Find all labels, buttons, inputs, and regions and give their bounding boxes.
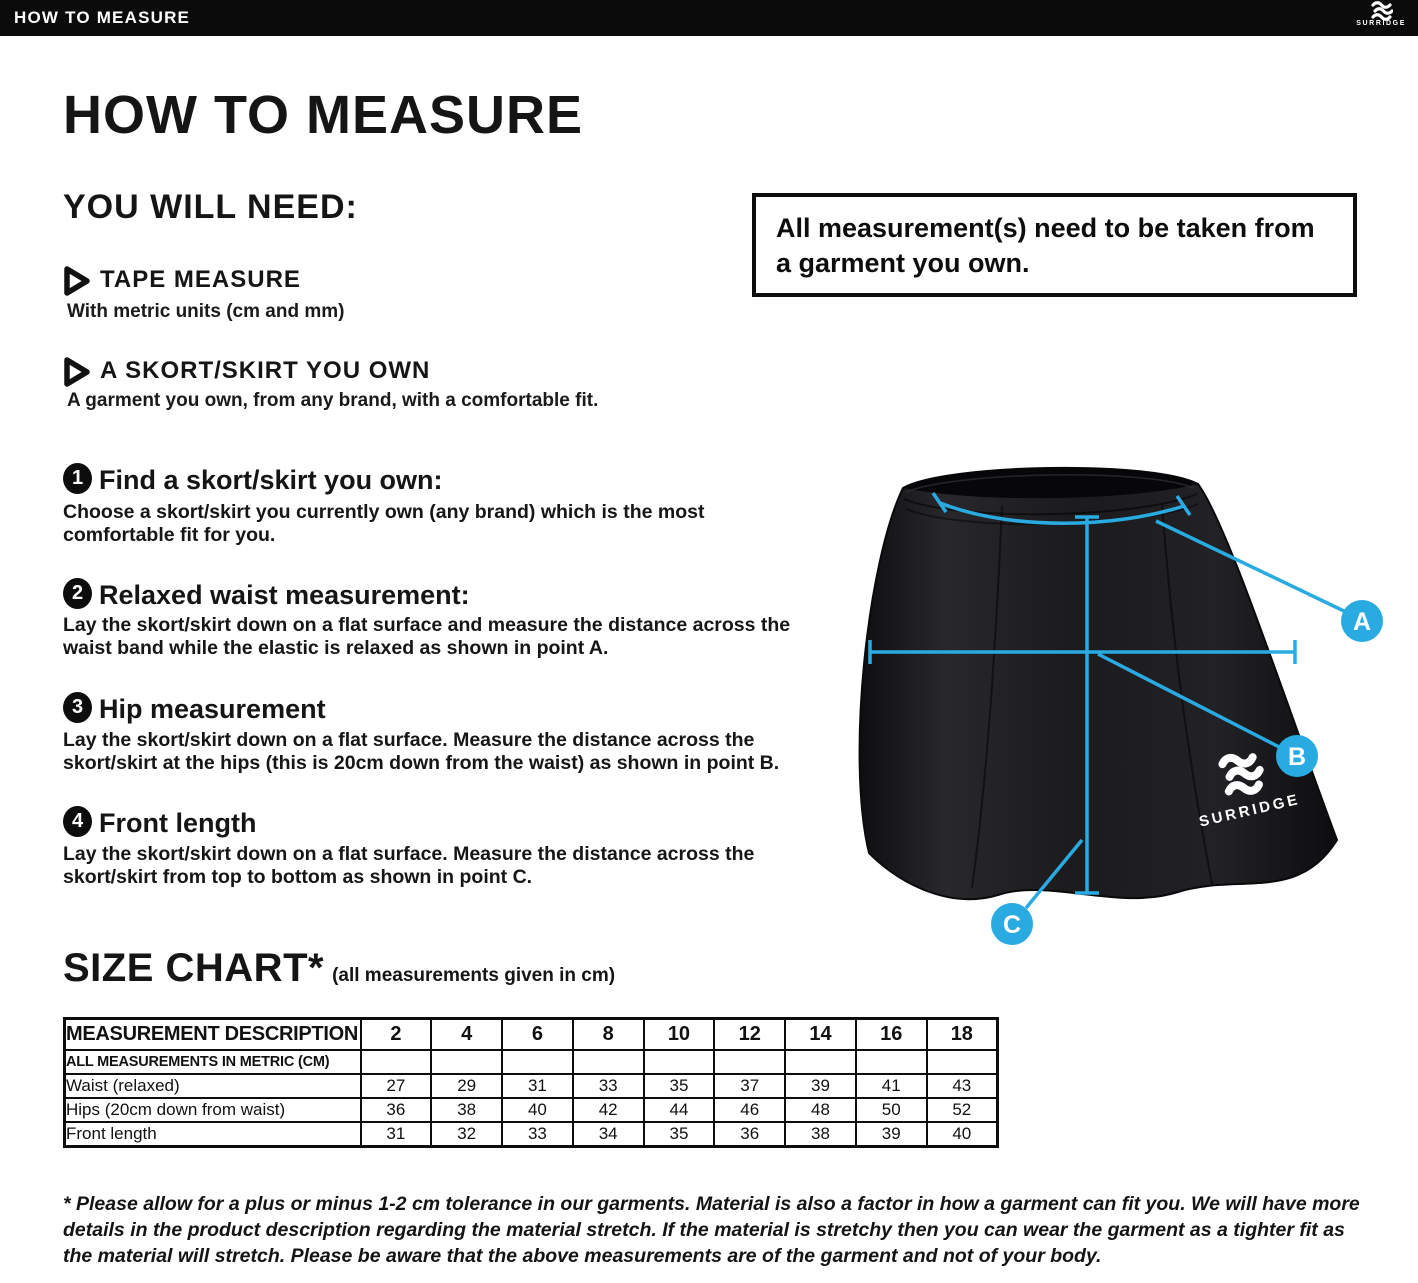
cell-value: 41	[856, 1074, 927, 1098]
cell-value: 31	[502, 1074, 573, 1098]
cell-value: 40	[502, 1098, 573, 1122]
cell-value: 44	[644, 1098, 715, 1122]
cell-value: 52	[927, 1098, 998, 1122]
column-header: 18	[927, 1019, 998, 1051]
need-item-title: A SKORT/SKIRT YOU OWN	[100, 357, 431, 384]
size-chart-heading	[63, 946, 615, 991]
surridge-logo-icon	[1356, 1, 1406, 27]
step-title: Hip measurement	[99, 694, 326, 724]
cell-value: 35	[644, 1074, 715, 1098]
point-a-marker	[1341, 600, 1383, 642]
top-bar	[0, 0, 1418, 36]
step-title: Relaxed waist measurement:	[99, 580, 470, 610]
size-chart-header-row	[65, 1019, 998, 1051]
column-header: 10	[644, 1019, 715, 1051]
table-row-front-length	[65, 1122, 998, 1147]
cell-value: 32	[431, 1122, 502, 1147]
cell-value: 38	[431, 1098, 502, 1122]
svg-text:A: A	[1352, 608, 1372, 636]
top-bar-title: HOW TO MEASURE	[14, 8, 191, 27]
step-title: Front length	[99, 808, 257, 838]
cell-value: 48	[785, 1098, 856, 1122]
empty-cell	[573, 1050, 644, 1074]
cell-value: 29	[431, 1074, 502, 1098]
row-label: Hips (20cm down from waist)	[65, 1098, 361, 1122]
cell-value: 39	[785, 1074, 856, 1098]
step-number-badge: 1	[63, 463, 92, 494]
step-description: Choose a skort/skirt you currently own (any brand) which is the most comfortable fit for you.	[63, 501, 705, 546]
column-header: 6	[502, 1019, 573, 1051]
table-row-waist	[65, 1074, 998, 1098]
column-header: 16	[856, 1019, 927, 1051]
cell-value: 46	[714, 1098, 785, 1122]
cell-value: 38	[785, 1122, 856, 1147]
step-title: Find a skort/skirt you own:	[99, 465, 443, 495]
empty-cell	[927, 1050, 998, 1074]
svg-text:SURRIDGE: SURRIDGE	[1197, 790, 1302, 831]
cell-value: 43	[927, 1074, 998, 1098]
step-description: Lay the skort/skirt down on a flat surface. Measure the distance across the skort/skirt at the hips (this is 20cm down from the waist) as shown in point B.	[63, 729, 780, 774]
step-description: Lay the skort/skirt down on a flat surface. Measure the distance across the skort/skirt from top to bottom as shown in point C.	[63, 843, 755, 888]
need-item-description: With metric units (cm and mm)	[67, 301, 345, 322]
you-will-need-heading: YOU WILL NEED:	[63, 188, 358, 226]
need-item-description: A garment you own, from any brand, with a comfortable fit.	[67, 390, 599, 411]
cell-value: 33	[573, 1074, 644, 1098]
skort-measurement-diagram	[820, 430, 1418, 970]
play-triangle-icon	[63, 265, 91, 297]
notice-box: All measurement(s) need to be taken from a garment you own.	[752, 193, 1357, 297]
column-header: 12	[714, 1019, 785, 1051]
empty-cell	[644, 1050, 715, 1074]
surridge-wordmark: SURRIDGE	[1356, 20, 1406, 27]
step-description: Lay the skort/skirt down on a flat surface and measure the distance across the waist band while the elastic is relaxed as shown in point A.	[63, 614, 791, 659]
step-number-badge: 3	[63, 692, 92, 723]
cell-value: 37	[714, 1074, 785, 1098]
metric-note-row	[65, 1050, 998, 1074]
empty-cell	[431, 1050, 502, 1074]
cell-value: 36	[714, 1122, 785, 1147]
column-header: 4	[431, 1019, 502, 1051]
empty-cell	[714, 1050, 785, 1074]
empty-cell	[856, 1050, 927, 1074]
column-header: 8	[573, 1019, 644, 1051]
cell-value: 42	[573, 1098, 644, 1122]
empty-cell	[785, 1050, 856, 1074]
cell-value: 35	[644, 1122, 715, 1147]
surridge-s-icon	[1369, 1, 1393, 21]
cell-value: 34	[573, 1122, 644, 1147]
skort-illustration	[860, 468, 1337, 899]
row-label: Front length	[65, 1122, 361, 1147]
size-chart-subtitle: (all measurements given in cm)	[332, 965, 616, 986]
page-title: HOW TO MEASURE	[63, 85, 584, 145]
play-triangle-icon	[63, 356, 91, 388]
point-c-marker	[991, 903, 1033, 945]
cell-value: 50	[856, 1098, 927, 1122]
row-label: Waist (relaxed)	[65, 1074, 361, 1098]
tolerance-footnote: * Please allow for a plus or minus 1-2 cm tolerance in our garments. Material is also a factor in how a garment can fit you. We will have more details in the product description regarding the material stretch. If the material is stretchy then you can wear the garment as a tighter fit as the material will stretch. Please be aware that the above measurements are of the garment and not of your body.	[63, 1193, 1360, 1267]
cell-value: 39	[856, 1122, 927, 1147]
metric-note: ALL MEASUREMENTS IN METRIC (CM)	[65, 1050, 361, 1074]
cell-value: 31	[361, 1122, 432, 1147]
size-chart-title: SIZE CHART*	[63, 946, 325, 990]
point-b-marker	[1276, 735, 1318, 777]
cell-value: 40	[927, 1122, 998, 1147]
cell-value: 33	[502, 1122, 573, 1147]
step-number-badge: 2	[63, 578, 92, 609]
column-header: 14	[785, 1019, 856, 1051]
column-header: 2	[361, 1019, 432, 1051]
svg-text:C: C	[1002, 911, 1022, 939]
empty-cell	[502, 1050, 573, 1074]
size-chart-table	[63, 1017, 999, 1148]
cell-value: 36	[361, 1098, 432, 1122]
empty-cell	[361, 1050, 432, 1074]
column-header: MEASUREMENT DESCRIPTION	[65, 1019, 361, 1051]
need-item-title: TAPE MEASURE	[100, 266, 301, 293]
svg-text:B: B	[1287, 743, 1307, 771]
step-number-badge: 4	[63, 806, 92, 837]
table-row-hips	[65, 1098, 998, 1122]
cell-value: 27	[361, 1074, 432, 1098]
